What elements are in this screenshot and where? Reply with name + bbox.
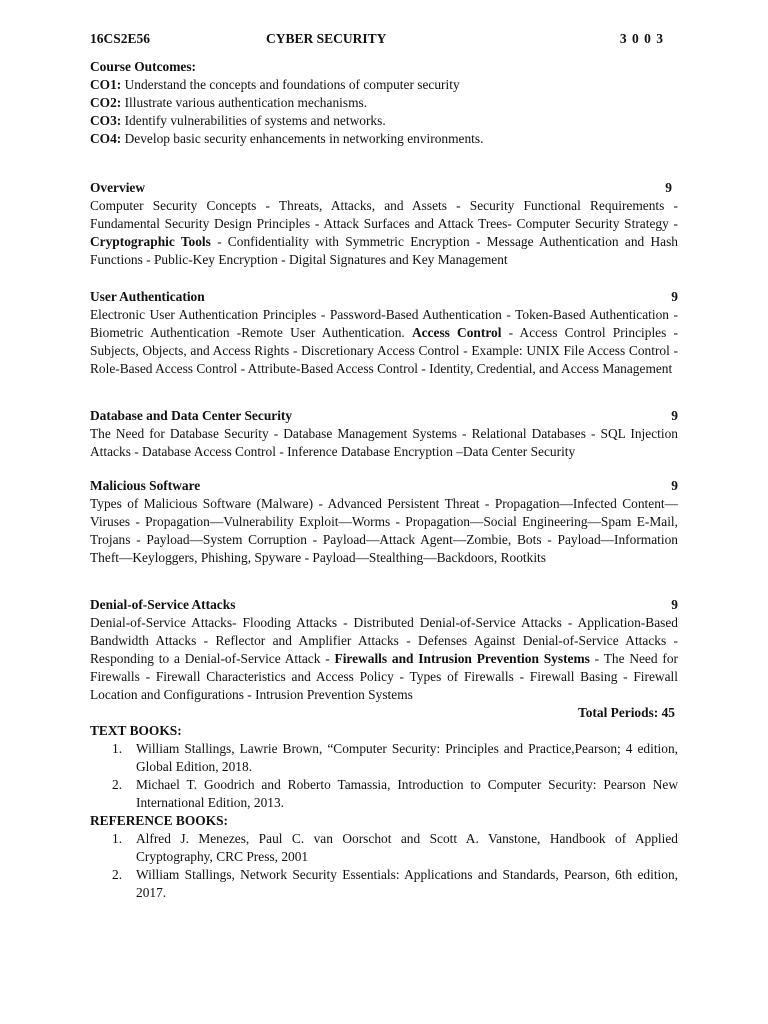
course-title: CYBER SECURITY bbox=[266, 31, 387, 46]
outcome-code: CO3: bbox=[90, 113, 122, 128]
unit-content bbox=[90, 614, 678, 704]
unit-text: Electronic User Authentication Principles - Password-Based Authentication - Token-Based Authentication - Biometric Authentication -Remote User Authentication. bbox=[90, 307, 678, 340]
unit-content bbox=[90, 425, 678, 461]
unit-user-authentication bbox=[90, 288, 678, 378]
book-number: 2. bbox=[112, 777, 123, 792]
unit-content bbox=[90, 197, 678, 269]
unit-heading bbox=[90, 596, 678, 614]
outcome-text: Understand the concepts and foundations of computer security bbox=[121, 77, 460, 92]
outcomes-title: Course Outcomes: bbox=[90, 59, 196, 74]
unit-title: Denial-of-Service Attacks bbox=[90, 597, 236, 612]
outcome-item bbox=[90, 94, 678, 112]
course-outcomes bbox=[90, 58, 678, 148]
unit-hours: 9 bbox=[665, 180, 672, 195]
book-citation: William Stallings, Network Security Essentials: Applications and Standards, Pearson, 6th edition, 2017. bbox=[136, 867, 678, 900]
unit-malicious-software bbox=[90, 477, 678, 567]
text-books-title: TEXT BOOKS: bbox=[90, 723, 182, 738]
unit-hours: 9 bbox=[671, 597, 678, 612]
unit-denial-of-service bbox=[90, 596, 678, 704]
unit-highlight: Firewalls and Intrusion Prevention Systems bbox=[334, 651, 590, 666]
unit-heading bbox=[90, 179, 678, 197]
unit-hours: 9 bbox=[671, 478, 678, 493]
course-credits: 3 0 0 3 bbox=[619, 31, 664, 46]
book-citation: William Stallings, Lawrie Brown, “Computer Security: Principles and Practice,Pearson; 4 edition, Global Edition, 2018. bbox=[136, 741, 678, 774]
unit-heading bbox=[90, 477, 678, 495]
unit-database-security bbox=[90, 407, 678, 461]
unit-text: - Confidentiality with Symmetric Encryption - Message Authentication and Hash Functions - Public-Key Encryption - Digital Signatures and Key Management bbox=[90, 234, 678, 267]
outcome-item bbox=[90, 112, 678, 130]
outcome-code: CO2: bbox=[90, 95, 122, 110]
outcome-text: Develop basic security enhancements in networking environments. bbox=[121, 131, 484, 146]
book-item bbox=[90, 866, 678, 902]
book-number: 1. bbox=[112, 831, 123, 846]
course-code: 16CS2E56 bbox=[90, 31, 151, 46]
book-item bbox=[90, 776, 678, 812]
syllabus-page bbox=[90, 30, 678, 902]
reference-books-title: REFERENCE BOOKS: bbox=[90, 813, 229, 828]
unit-title: Malicious Software bbox=[90, 478, 201, 493]
outcome-item bbox=[90, 76, 678, 94]
unit-heading bbox=[90, 407, 678, 425]
outcome-code: CO1: bbox=[90, 77, 122, 92]
unit-content bbox=[90, 306, 678, 378]
outcome-text: Illustrate various authentication mechanisms. bbox=[121, 95, 368, 110]
unit-highlight: Cryptographic Tools bbox=[90, 234, 211, 249]
text-books bbox=[90, 722, 678, 812]
unit-hours: 9 bbox=[671, 289, 678, 304]
unit-overview bbox=[90, 179, 678, 269]
unit-text: - Access Control Principles - Subjects, Objects, and Access Rights - Discretionary Access Control - Example: UNIX File Access Control - Role-Based Access Control - Attribute-Based Access Control - Identity, Credential, and Access Management bbox=[90, 325, 678, 376]
unit-text: - The Need for Firewalls - Firewall Characteristics and Access Policy - Types of Firewalls - Firewall Basing - Firewall Location and Configurations - Intrusion Prevention Systems bbox=[90, 651, 678, 702]
outcome-text: Identify vulnerabilities of systems and networks. bbox=[121, 113, 386, 128]
book-item bbox=[90, 740, 678, 776]
unit-text: Denial-of-Service Attacks- Flooding Attacks - Distributed Denial-of-Service Attacks - Application-Based Bandwidth Attacks - Reflector and Amplifier Attacks - Defenses Against Denial-of-Service Attacks - Responding to a Denial-of-Service Attack - bbox=[90, 615, 678, 666]
unit-text: Computer Security Concepts - Threats, Attacks, and Assets - Security Functional Requirements - Fundamental Security Design Principles - Attack Surfaces and Attack Trees- Computer Security Strategy - bbox=[90, 198, 678, 231]
unit-highlight: Access Control bbox=[411, 325, 502, 340]
total-periods: Total Periods: 45 bbox=[578, 705, 675, 720]
book-number: 1. bbox=[112, 741, 123, 756]
reference-books bbox=[90, 812, 678, 902]
unit-text: The Need for Database Security - Database Management Systems - Relational Databases - SQL Injection Attacks - Database Access Control - Inference Database Encryption –Data Center Security bbox=[90, 426, 678, 459]
book-citation: Alfred J. Menezes, Paul C. van Oorschot and Scott A. Vanstone, Handbook of Applied Cryptography, CRC Press, 2001 bbox=[136, 831, 678, 864]
unit-title: User Authentication bbox=[90, 289, 205, 304]
course-header bbox=[90, 30, 678, 50]
unit-heading bbox=[90, 288, 678, 306]
unit-title: Database and Data Center Security bbox=[90, 408, 293, 423]
book-citation: Michael T. Goodrich and Roberto Tamassia, Introduction to Computer Security: Pearson New International Edition, 2013. bbox=[136, 777, 678, 810]
book-item bbox=[90, 830, 678, 866]
book-number: 2. bbox=[112, 867, 123, 882]
unit-text: Types of Malicious Software (Malware) - Advanced Persistent Threat - Propagation—Infected Content—Viruses - Propagation—Vulnerability Exploit—Worms - Propagation—Social Engineering—Spam E-Mail, Trojans - Payload—System Corruption - Payload—Attack Agent—Zombie, Bots - Payload—Information Theft—Keyloggers, Phishing, Spyware - Payload—Stealthing—Backdoors, Rootkits bbox=[90, 496, 678, 565]
unit-title: Overview bbox=[90, 180, 146, 195]
outcome-code: CO4: bbox=[90, 131, 122, 146]
unit-hours: 9 bbox=[671, 408, 678, 423]
unit-content bbox=[90, 495, 678, 567]
outcome-item bbox=[90, 130, 678, 148]
